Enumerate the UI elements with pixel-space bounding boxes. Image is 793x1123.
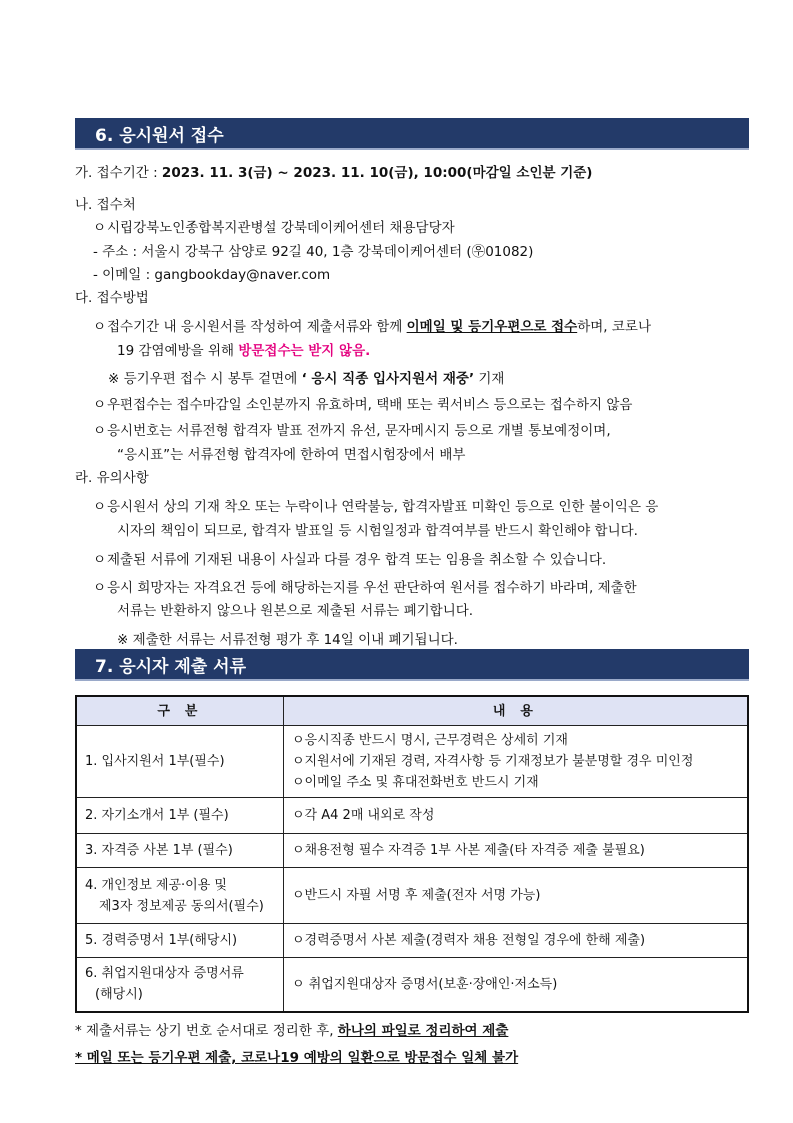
table-cell-category xyxy=(76,868,284,924)
table-row xyxy=(76,798,748,834)
bullet-icon: ㅇ xyxy=(93,580,107,596)
note-item-1 xyxy=(93,498,658,516)
row-2-category: 2. 자기소개서 1부 (필수) xyxy=(85,808,229,823)
section-6-header xyxy=(75,118,749,150)
envelope-note xyxy=(108,370,504,388)
method-item-3-cont: “응시표”는 서류전형 합격자에 한하여 면접시험장에서 배부 xyxy=(117,447,466,463)
receipt-place-heading: 나. 접수처 xyxy=(75,197,136,213)
receipt-place xyxy=(93,219,455,237)
note-item-1-text: 응시원서 상의 기재 착오 또는 누락이나 연락불능, 합격자발표 미확인 등으로 인한 불이익은 응 xyxy=(107,499,659,515)
table-cell-content xyxy=(284,798,749,834)
row-3-content: ㅇ채용전형 필수 자격증 1부 사본 제출(타 자격증 제출 불필요) xyxy=(292,843,645,858)
footnote-2: * 메일 또는 등기우편 제출, 코로나19 예방의 일환으로 방문접수 일체 불가 xyxy=(75,1050,519,1066)
table-cell-category xyxy=(76,924,284,958)
table-cell-category xyxy=(76,958,284,1012)
receipt-address: - 주소 : 서울시 강북구 삼양로 92길 40, 1층 강북데이케어센터 (㉾01082) xyxy=(93,244,534,260)
method-item-1 xyxy=(93,318,651,336)
documents-table xyxy=(75,695,749,1013)
row-1-category: 1. 입사지원서 1부(필수) xyxy=(85,754,225,769)
method-emphasis: 이메일 및 등기우편으로 접수 xyxy=(406,319,578,335)
footnote-1-text: * 제출서류는 상기 번호 순서대로 정리한 후, xyxy=(75,1023,338,1039)
table-cell-content xyxy=(284,834,749,868)
bullet-icon: ㅇ xyxy=(93,397,107,413)
note-item-2-text: 제출된 서류에 기재된 내용이 사실과 다를 경우 합격 또는 임용을 취소할 수 있습니다. xyxy=(107,552,607,568)
table-cell-content xyxy=(284,924,749,958)
table-row xyxy=(76,958,748,1012)
bullet-icon: ㅇ xyxy=(93,220,107,236)
disposal-note: ※ 제출한 서류는 서류전형 평가 후 14일 이내 폐기됩니다. xyxy=(117,632,458,648)
table-row xyxy=(76,924,748,958)
row-1-content-1: ㅇ응시직종 반드시 명시, 근무경력은 상세히 기재 xyxy=(292,733,568,748)
section-7-title: 7. 응시자 제출 서류 xyxy=(95,656,246,677)
footnote-1-emphasis: 하나의 파일로 정리하여 제출 xyxy=(337,1023,509,1039)
note-item-3-text: 응시 희망자는 자격요건 등에 해당하는지를 우선 판단하여 원서를 접수하기 바라며, 제출한 xyxy=(107,580,637,596)
note-item-3 xyxy=(93,579,637,597)
table-row xyxy=(76,834,748,868)
receipt-period xyxy=(75,164,592,182)
receipt-method-heading: 다. 접수방법 xyxy=(75,290,149,306)
table-cell-category xyxy=(76,798,284,834)
receipt-period-value: 2023. 11. 3(금) ~ 2023. 11. 10(금), 10:00(마감일 소인분 기준) xyxy=(161,165,593,181)
row-2-content: ㅇ각 A4 2매 내외로 작성 xyxy=(292,808,435,823)
row-1-content-2: ㅇ지원서에 기재된 경력, 자격사항 등 기재정보가 불분명할 경우 미인정 xyxy=(292,754,694,769)
table-row xyxy=(76,868,748,924)
method-item-3-text: 응시번호는 서류전형 합격자 발표 전까지 유선, 문자메시지 등으로 개별 통보예정이며, xyxy=(107,423,611,439)
receipt-period-label: 가. 접수기간 : xyxy=(75,165,162,181)
note-item-2 xyxy=(93,551,606,569)
method-item-1-cont xyxy=(117,342,370,360)
table-cell-content xyxy=(284,958,749,1012)
row-4-category-1: 4. 개인정보 제공·이용 및 xyxy=(85,877,227,893)
row-4-category-2: 제3자 정보제공 동의서(필수) xyxy=(99,898,264,914)
note-item-1-cont: 시자의 책임이 되므로, 합격자 발표일 등 시험일정과 합격여부를 반드시 확인해야 합니다. xyxy=(117,523,638,539)
row-3-category: 3. 자격증 사본 1부 (필수) xyxy=(85,843,233,858)
table-row xyxy=(76,726,748,798)
bullet-icon: ㅇ xyxy=(93,319,107,335)
table-cell-category xyxy=(76,726,284,798)
table-header-category: 구 분 xyxy=(76,696,284,726)
table-cell-content xyxy=(284,726,749,798)
receipt-email: - 이메일 : gangbookday@naver.com xyxy=(93,267,331,283)
envelope-note-end: 기재 xyxy=(474,371,505,387)
table-header-row xyxy=(76,696,748,726)
row-6-category-1: 6. 취업지원대상자 증명서류 xyxy=(85,966,244,982)
row-4-content: ㅇ반드시 자필 서명 후 제출(전자 서명 가능) xyxy=(292,888,541,903)
footnote-1 xyxy=(75,1022,508,1040)
bullet-icon: ㅇ xyxy=(93,499,107,515)
method-item-1-text-end: 하며, 코로나 xyxy=(577,319,651,335)
bullet-icon: ㅇ xyxy=(93,552,107,568)
method-item-1-cont-text: 19 감염예방을 위해 xyxy=(117,343,239,359)
row-5-category: 5. 경력증명서 1부(해당시) xyxy=(85,933,238,948)
section-7-header xyxy=(75,649,749,681)
envelope-note-text: ※ 등기우편 접수 시 봉투 겉면에 xyxy=(108,371,302,387)
bullet-icon: ㅇ xyxy=(93,423,107,439)
envelope-note-emphasis: ‘ 응시 직종 입사지원서 재중’ xyxy=(301,371,475,387)
method-item-2 xyxy=(93,396,632,414)
notes-heading: 라. 유의사항 xyxy=(75,470,149,486)
table-cell-content xyxy=(284,868,749,924)
method-item-3 xyxy=(93,422,611,440)
method-item-1-text: 접수기간 내 응시원서를 작성하여 제출서류와 함께 xyxy=(107,319,407,335)
row-6-content: ㅇ 취업지원대상자 증명서(보훈·장애인·저소득) xyxy=(292,976,558,992)
row-6-category-2: (해당시) xyxy=(95,987,143,1003)
note-item-3-cont: 서류는 반환하지 않으나 원본으로 제출된 서류는 폐기합니다. xyxy=(117,603,474,619)
row-1-content-3: ㅇ이메일 주소 및 휴대전화번호 반드시 기재 xyxy=(292,775,539,790)
row-5-content: ㅇ경력증명서 사본 제출(경력자 채용 전형일 경우에 한해 제출) xyxy=(292,933,646,948)
section-6-title: 6. 응시원서 접수 xyxy=(95,125,224,146)
receipt-place-text: 시립강북노인종합복지관병설 강북데이케어센터 채용담당자 xyxy=(107,220,455,236)
table-cell-category xyxy=(76,834,284,868)
method-item-2-text: 우편접수는 접수마감일 소인분까지 유효하며, 택배 또는 퀵서비스 등으로는 접수하지 않음 xyxy=(107,397,633,413)
no-visit-notice: 방문접수는 받지 않음. xyxy=(238,343,371,359)
table-header-content: 내 용 xyxy=(284,696,749,726)
